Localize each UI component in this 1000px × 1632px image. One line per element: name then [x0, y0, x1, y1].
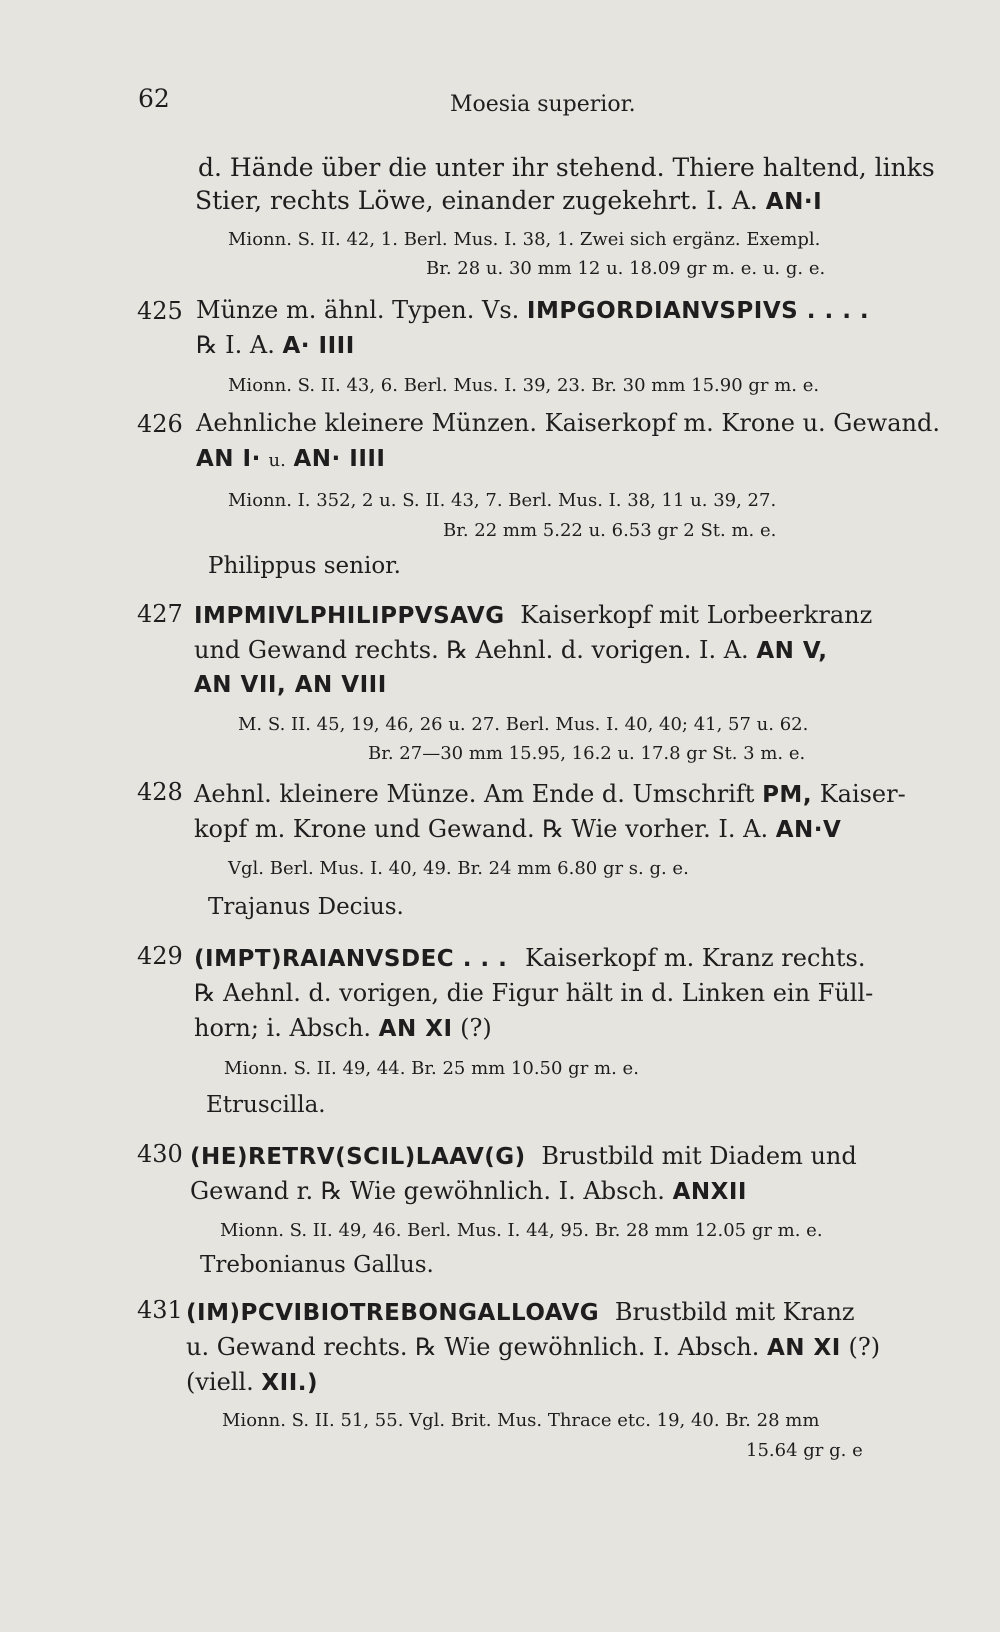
entry-427-number: 427 — [137, 600, 183, 628]
entry-427-year-a: AN V, — [756, 638, 828, 664]
entry-d-legend: AN·I — [765, 189, 823, 215]
entry-431-line2-text: u. Gewand rechts. ℞ Wie gewöhnlich. I. Absch. — [186, 1333, 760, 1361]
entry-431-line2 — [186, 1335, 880, 1360]
entry-431-line3 — [186, 1370, 318, 1395]
entry-425-line1 — [196, 298, 869, 323]
entry-428-line1-text: Aehnl. kleinere Münze. Am Ende d. Umschrift — [194, 780, 755, 808]
entry-426-legend-a: AN I· — [196, 446, 261, 472]
entry-431-legend: (IM)PCVIBIOTREBONGALLOAVG — [186, 1300, 600, 1326]
entry-428-line1-end: Kaiser- — [819, 780, 906, 808]
entry-428-number: 428 — [137, 778, 183, 806]
entry-431-ref1: Mionn. S. II. 51, 55. Vgl. Brit. Mus. Thrace etc. 19, 40. Br. 28 mm — [222, 1410, 820, 1431]
entry-430-year: ANXII — [672, 1179, 747, 1205]
entry-430-line1-text: Brustbild mit Diadem und — [541, 1142, 857, 1170]
entry-427-years: AN VII, AN VIII — [194, 672, 387, 698]
entry-428-line2 — [194, 817, 841, 842]
entry-427-legend: IMPMIVLPHILIPPVSAVG — [194, 603, 505, 629]
entry-431-ref2: 15.64 gr g. e — [746, 1440, 863, 1461]
entry-430-number: 430 — [137, 1140, 183, 1168]
section-philippus: Philippus senior. — [208, 553, 401, 579]
entry-431-number: 431 — [137, 1296, 183, 1324]
entry-431-line3-text: (viell. — [186, 1368, 254, 1396]
entry-426-legend-b: AN· IIII — [293, 446, 386, 472]
entry-427-line1 — [194, 603, 872, 628]
entry-430-line2 — [190, 1179, 747, 1204]
entry-427-line1-text: Kaiserkopf mit Lorbeerkranz — [520, 601, 873, 629]
entry-430-line1 — [190, 1144, 857, 1169]
entry-d-line2-text: Stier, rechts Löwe, einander zugekehrt. I. A. — [195, 186, 758, 215]
entry-430-ref: Mionn. S. II. 49, 46. Berl. Mus. I. 44, 95. Br. 28 mm 12.05 gr m. e. — [220, 1220, 823, 1241]
section-trebonianus: Trebonianus Gallus. — [200, 1252, 434, 1278]
entry-426-ref2: Br. 22 mm 5.22 u. 6.53 gr 2 St. m. e. — [443, 520, 777, 541]
entry-426-and: u. — [268, 450, 286, 471]
running-title: Moesia superior. — [450, 92, 636, 117]
entry-427-ref2: Br. 27—30 mm 15.95, 16.2 u. 17.8 gr St. 3 m. e. — [368, 743, 806, 764]
section-etruscilla: Etruscilla. — [206, 1092, 326, 1118]
entry-429-uncertain: (?) — [460, 1014, 492, 1042]
entry-428-ref: Vgl. Berl. Mus. I. 40, 49. Br. 24 mm 6.80 gr s. g. e. — [228, 858, 689, 879]
entry-429-line3-text: horn; i. Absch. — [194, 1014, 372, 1042]
entry-425-reverse-legend: A· IIII — [282, 333, 355, 359]
entry-429-line3 — [194, 1016, 492, 1041]
entry-429-legend: (IMPT)RAIANVSDEC . . . — [194, 946, 508, 972]
entry-430-line2-text: Gewand r. ℞ Wie gewöhnlich. I. Absch. — [190, 1177, 665, 1205]
entry-429-line1-text: Kaiserkopf m. Kranz rechts. — [525, 944, 866, 972]
entry-427-line2 — [194, 638, 827, 663]
entry-428-legend: PM, — [762, 782, 813, 808]
entry-425-line1-text: Münze m. ähnl. Typen. Vs. — [196, 296, 520, 324]
entry-429-number: 429 — [137, 942, 183, 970]
entry-431-year: AN XI — [766, 1335, 841, 1361]
entry-429-line2: ℞ Aehnl. d. vorigen, die Figur hält in d. Linken ein Füll- — [194, 979, 874, 1007]
entry-425-line2 — [196, 333, 355, 358]
entry-428-line2-text: kopf m. Krone und Gewand. ℞ Wie vorher. I. A. — [194, 815, 769, 843]
entry-428-year: AN·V — [775, 817, 842, 843]
entry-430-legend: (HE)RETRV(SCIL)LAAV(G) — [190, 1144, 526, 1170]
entry-427-ref1: M. S. II. 45, 19, 46, 26 u. 27. Berl. Mus. I. 40, 40; 41, 57 u. 62. — [238, 714, 809, 735]
entry-d-line1: d. Hände über die unter ihr stehend. Thiere haltend, links — [198, 153, 935, 182]
entry-426-line2 — [196, 446, 386, 471]
entry-425-legend: IMPGORDIANVSPIVS . . . . — [526, 298, 870, 324]
entry-427-line2-text: und Gewand rechts. ℞ Aehnl. d. vorigen. I. A. — [194, 636, 749, 664]
entry-431-line1-text: Brustbild mit Kranz — [614, 1298, 855, 1326]
page-number: 62 — [138, 84, 170, 113]
entry-426-ref1: Mionn. I. 352, 2 u. S. II. 43, 7. Berl. Mus. I. 38, 11 u. 39, 27. — [228, 490, 777, 511]
section-trajanus: Trajanus Decius. — [208, 894, 404, 920]
entry-d-line2 — [195, 188, 822, 214]
entry-431-uncertain: (?) — [848, 1333, 881, 1361]
entry-428-line1 — [194, 782, 906, 807]
entry-425-line2-text: ℞ I. A. — [196, 331, 275, 359]
entry-429-year: AN XI — [378, 1016, 453, 1042]
entry-425-ref: Mionn. S. II. 43, 6. Berl. Mus. I. 39, 23. Br. 30 mm 15.90 gr m. e. — [228, 375, 820, 396]
entry-d-ref2: Br. 28 u. 30 mm 12 u. 18.09 gr m. e. u. g. e. — [426, 258, 826, 279]
entry-426-line1: Aehnliche kleinere Münzen. Kaiserkopf m. Krone u. Gewand. — [196, 409, 940, 437]
entry-431-alt-year: XII.) — [261, 1370, 319, 1396]
entry-426-number: 426 — [137, 410, 183, 438]
entry-425-number: 425 — [137, 297, 183, 325]
entry-d-ref1: Mionn. S. II. 42, 1. Berl. Mus. I. 38, 1. Zwei sich ergänz. Exempl. — [228, 229, 821, 250]
entry-429-line1 — [194, 946, 865, 971]
entry-431-line1 — [186, 1300, 855, 1325]
entry-429-ref: Mionn. S. II. 49, 44. Br. 25 mm 10.50 gr m. e. — [224, 1058, 639, 1079]
